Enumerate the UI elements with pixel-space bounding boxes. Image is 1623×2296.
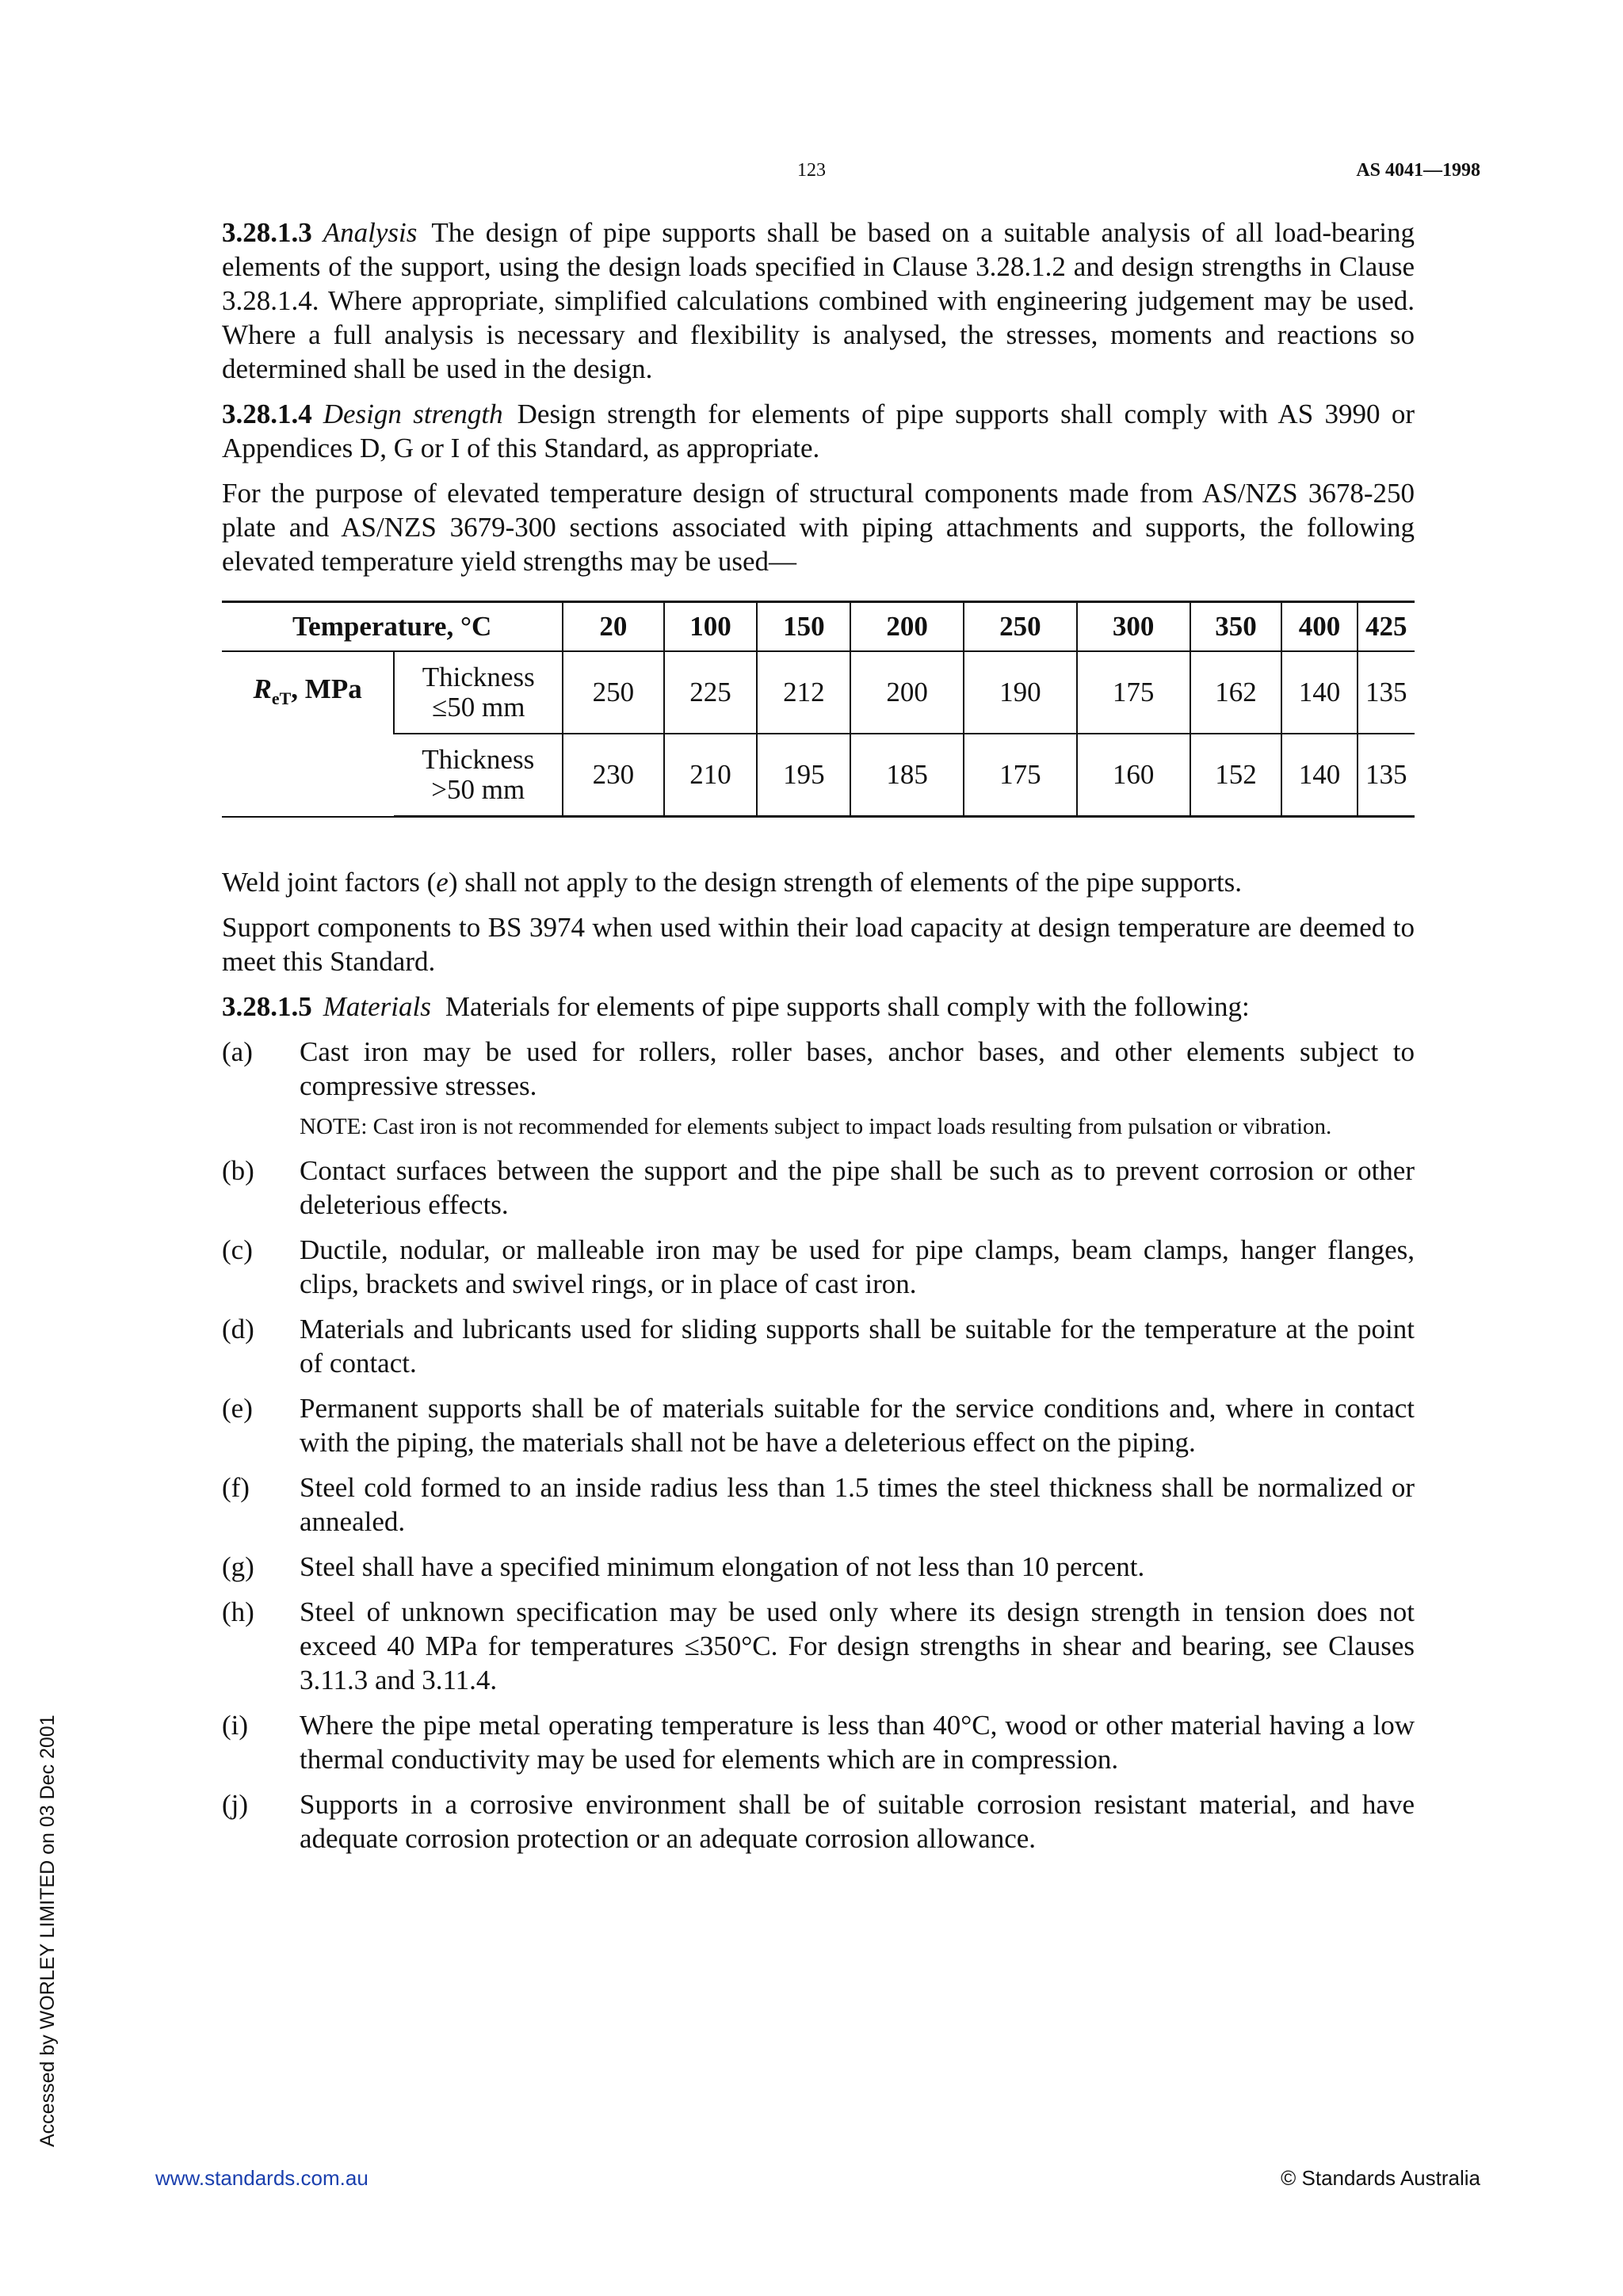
table-cell: 175: [1077, 651, 1190, 734]
list-item-label: (c): [222, 1234, 253, 1265]
access-watermark: Accessed by WORLEY LIMITED on 03 Dec 2001: [36, 1714, 59, 2147]
list-item-text: Ductile, nodular, or malleable iron may be used for pipe clamps, beam clamps, hanger flanges, clips, brackets and swivel rings, or in place of cast iron.: [300, 1234, 1415, 1299]
temperature-cell: 100: [664, 602, 758, 652]
table-row: [222, 734, 1415, 817]
table-cell: 185: [850, 734, 964, 817]
table-header-row: [222, 602, 1415, 652]
table-cell: 210: [664, 734, 758, 817]
list-item: [222, 1233, 1415, 1301]
list-item-label: (e): [222, 1393, 253, 1424]
clause-3-28-1-3: [222, 215, 1415, 386]
list-item-text: Steel cold formed to an inside radius less than 1.5 times the steel thickness shall be normalized or annealed.: [300, 1472, 1415, 1537]
table-cell: 135: [1358, 651, 1415, 734]
bs-3974-paragraph: Support components to BS 3974 when used within their load capacity at design temperature are deemed to meet this Standard.: [222, 912, 1415, 977]
clause-title: Design strength: [323, 399, 503, 429]
note-text: NOTE: Cast iron is not recommended for elements subject to impact loads resulting from pulsation or vibration.: [300, 1114, 1332, 1139]
yield-strength-label: $R_{eT}$, MPa: [222, 651, 394, 817]
materials-list: [222, 1035, 1415, 1855]
table-cell: 162: [1190, 651, 1282, 734]
list-item-text: Permanent supports shall be of materials suitable for the service conditions and, where in contact with the piping, the materials shall not be have a deleterious effect on the piping.: [300, 1393, 1415, 1458]
list-item: [222, 1470, 1415, 1539]
page-number: 123: [797, 160, 826, 181]
list-item: [222, 1035, 1415, 1142]
list-item-label: (a): [222, 1036, 253, 1067]
clause-title: Materials: [323, 991, 431, 1022]
clause-text: Design strength for elements of pipe supports shall comply with AS 3990 or Appendices D, G or I of this Standard, as appropriate.: [222, 399, 1415, 463]
thickness-label: Thickness >50 mm: [394, 734, 563, 817]
table-cell: 135: [1358, 734, 1415, 817]
list-item: [222, 1312, 1415, 1380]
table-row: [222, 651, 1415, 734]
temperature-cell: 300: [1077, 602, 1190, 652]
clause-title: Analysis: [323, 217, 418, 248]
table-cell: 200: [850, 651, 964, 734]
table-cell: 230: [563, 734, 663, 817]
list-item: [222, 1550, 1415, 1584]
temperature-cell: 20: [563, 602, 663, 652]
list-item-text: Steel of unknown specification may be used only where its design strength in tension does not exceed 40 MPa for temperatures ≤350°C. For design strengths in shear and bearing, see Clauses 3.11.3 and 3.11.4.: [300, 1596, 1415, 1695]
list-item-text: Contact surfaces between the support and the pipe shall be such as to prevent corrosion or other deleterious effects.: [300, 1155, 1415, 1220]
list-item-label: (i): [222, 1710, 249, 1741]
weld-joint-paragraph: Weld joint factors (e) shall not apply to the design strength of elements of the pipe supports.: [222, 867, 1243, 898]
list-item-text: Materials and lubricants used for sliding supports shall be suitable for the temperature at the point of contact.: [300, 1314, 1415, 1379]
list-item-label: (j): [222, 1789, 249, 1820]
list-item-label: (g): [222, 1551, 254, 1582]
table-cell: 175: [964, 734, 1077, 817]
list-item: [222, 1595, 1415, 1697]
table-cell: 190: [964, 651, 1077, 734]
list-item-text: Steel shall have a specified minimum elongation of not less than 10 percent.: [300, 1551, 1145, 1582]
website-link[interactable]: www.standards.com.au: [155, 2166, 369, 2190]
elevated-temperature-paragraph: For the purpose of elevated temperature design of structural components made from AS/NZS 3678-250 plate and AS/NZS 3679-300 sections associated with piping attachments and supports, the following elevated temperature yield strengths may be used—: [222, 478, 1415, 577]
clause-3-28-1-5: [222, 990, 1415, 1024]
table-cell: 195: [757, 734, 850, 817]
clause-number: 3.28.1.3: [222, 217, 312, 248]
table-cell: 160: [1077, 734, 1190, 817]
list-item: [222, 1154, 1415, 1222]
temperature-cell: 425: [1358, 602, 1415, 652]
list-item-text: Supports in a corrosive environment shall be of suitable corrosion resistant material, and have adequate corrosion protection or an adequate corrosion allowance.: [300, 1789, 1415, 1854]
temperature-cell: 200: [850, 602, 964, 652]
table-cell: 225: [664, 651, 758, 734]
list-item: [222, 1708, 1415, 1776]
temperature-cell: 350: [1190, 602, 1282, 652]
clause-text: Materials for elements of pipe supports shall comply with the following:: [445, 991, 1250, 1022]
table-cell: 140: [1281, 734, 1357, 817]
temperature-cell: 250: [964, 602, 1077, 652]
temperature-cell: 150: [757, 602, 850, 652]
clause-number: 3.28.1.4: [222, 399, 312, 429]
thickness-label: Thickness ≤50 mm: [394, 651, 563, 734]
temperature-cell: 400: [1281, 602, 1357, 652]
copyright-notice: © Standards Australia: [1281, 2166, 1480, 2190]
list-item-label: (h): [222, 1596, 254, 1627]
list-item: [222, 1787, 1415, 1855]
table-cell: 250: [563, 651, 663, 734]
list-item-text: Cast iron may be used for rollers, roller bases, anchor bases, and other elements subject to compressive stresses.: [300, 1036, 1415, 1101]
table-cell: 152: [1190, 734, 1282, 817]
table-cell: 140: [1281, 651, 1357, 734]
clause-3-28-1-4: [222, 397, 1415, 465]
list-item-text: Where the pipe metal operating temperature is less than 40°C, wood or other material having a low thermal conductivity may be used for elements which are in compression.: [300, 1710, 1415, 1775]
table-cell: 212: [757, 651, 850, 734]
clause-text: The design of pipe supports shall be based on a suitable analysis of all load-bearing elements of the support, using the design loads specified in Clause 3.28.1.2 and design strengths in Clause 3.28.1.4. Where appropriate, simplified calculations combined with engineering judgement may be used. Where a full analysis is necessary and flexibility is analysed, the stresses, moments and reactions so determined shall be used in the design.: [222, 217, 1415, 384]
yield-strength-table: [222, 601, 1415, 818]
temperature-header: Temperature, °C: [222, 602, 563, 652]
standard-id: AS 4041—1998: [1356, 160, 1480, 181]
clause-number: 3.28.1.5: [222, 991, 312, 1022]
page-content: [222, 215, 1415, 1867]
list-item-label: (f): [222, 1472, 250, 1503]
list-item: [222, 1391, 1415, 1459]
list-item-label: (d): [222, 1314, 254, 1344]
list-item-label: (b): [222, 1155, 254, 1186]
